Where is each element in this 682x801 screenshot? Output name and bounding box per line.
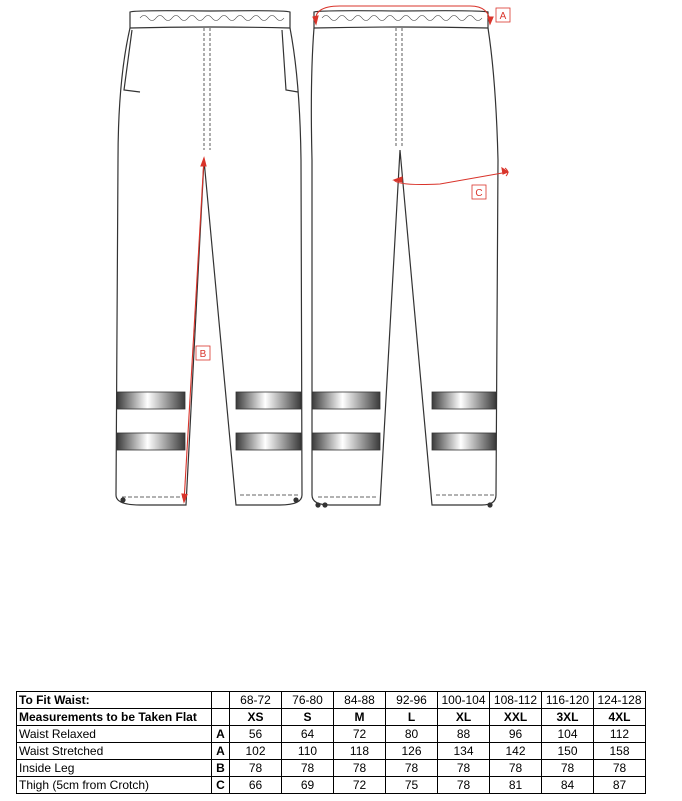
table-cell: 88 [438, 726, 490, 743]
table-cell: 96 [490, 726, 542, 743]
back-view-trousers [311, 11, 498, 507]
table-cell: 104 [542, 726, 594, 743]
table-cell: 69 [282, 777, 334, 794]
measure-c-label: C [475, 188, 483, 199]
front-waistband [130, 11, 290, 28]
front-view-trousers [116, 11, 302, 505]
table-cell: 142 [490, 743, 542, 760]
measure-a-line [316, 6, 491, 24]
table-cell: 78 [334, 760, 386, 777]
front-left-tape-upper [117, 392, 185, 409]
table-row-waist-stretched [17, 743, 646, 760]
table-cell: 118 [334, 743, 386, 760]
back-left-tape-upper [312, 392, 380, 409]
front-left-hem-button [121, 498, 125, 502]
front-right-hem-button [294, 498, 298, 502]
table-cell: 150 [542, 743, 594, 760]
size-chart-table [16, 691, 646, 794]
measure-a-label: A [499, 11, 507, 22]
front-right-tape-upper [236, 392, 301, 409]
table-cell: 126 [386, 743, 438, 760]
table-cell: 78 [542, 760, 594, 777]
table-header-row-sizes [17, 709, 646, 726]
table-cell: 72 [334, 726, 386, 743]
table-row-inside-leg [17, 760, 646, 777]
row-code: B [212, 760, 230, 777]
table-row-waist-relaxed [17, 726, 646, 743]
back-right-tape-lower [432, 433, 496, 450]
table-row-thigh [17, 777, 646, 794]
waist-range-cell: 100-104 [438, 692, 490, 709]
size-cell: XL [438, 709, 490, 726]
front-left-pocket [124, 30, 140, 92]
header-code-empty [212, 709, 230, 726]
table-cell: 110 [282, 743, 334, 760]
row-code: A [212, 743, 230, 760]
table-cell: 78 [230, 760, 282, 777]
row-label: Waist Relaxed [17, 726, 212, 743]
row-label: Thigh (5cm from Crotch) [17, 777, 212, 794]
table-cell: 78 [438, 777, 490, 794]
table-cell: 78 [594, 760, 646, 777]
size-cell: 3XL [542, 709, 594, 726]
waist-range-cell: 92-96 [386, 692, 438, 709]
row-code: C [212, 777, 230, 794]
measure-b-line [184, 158, 204, 502]
waist-range-cell: 116-120 [542, 692, 594, 709]
table-cell: 80 [386, 726, 438, 743]
front-waistband-elastic [140, 16, 284, 21]
table-cell: 78 [386, 760, 438, 777]
back-right-tape-upper [432, 392, 496, 409]
table-cell: 78 [490, 760, 542, 777]
measure-b-arrow-top [201, 158, 206, 166]
table-cell: 75 [386, 777, 438, 794]
table-cell: 102 [230, 743, 282, 760]
waist-range-cell: 84-88 [334, 692, 386, 709]
size-cell: 4XL [594, 709, 646, 726]
header-code-empty [212, 692, 230, 709]
size-cell: S [282, 709, 334, 726]
back-right-hem-button [488, 503, 492, 507]
front-left-tape-lower [117, 433, 185, 450]
table-cell: 81 [490, 777, 542, 794]
table-cell: 87 [594, 777, 646, 794]
table-cell: 112 [594, 726, 646, 743]
row-label: Waist Stretched [17, 743, 212, 760]
row-label: Inside Leg [17, 760, 212, 777]
size-cell: L [386, 709, 438, 726]
back-waistband-elastic [322, 16, 482, 21]
back-left-hem-button-2 [323, 503, 327, 507]
size-cell: M [334, 709, 386, 726]
measure-c [394, 168, 508, 185]
table-cell: 64 [282, 726, 334, 743]
size-cell: XXL [490, 709, 542, 726]
size-cell: XS [230, 709, 282, 726]
header-label-measurements: Measurements to be Taken Flat [17, 709, 212, 726]
table-header-row-waist [17, 692, 646, 709]
back-left-hem-button-1 [316, 503, 320, 507]
back-left-tape-lower [312, 433, 380, 450]
measure-a [313, 6, 493, 24]
front-reflective-tapes [117, 392, 301, 450]
table-cell: 158 [594, 743, 646, 760]
back-reflective-tapes [312, 392, 496, 450]
measure-a-arrow-right [488, 17, 493, 24]
waist-range-cell: 108-112 [490, 692, 542, 709]
measure-c-line [394, 172, 508, 185]
table-cell: 134 [438, 743, 490, 760]
waist-range-cell: 76-80 [282, 692, 334, 709]
front-right-tape-lower [236, 433, 301, 450]
table-cell: 56 [230, 726, 282, 743]
table-cell: 78 [438, 760, 490, 777]
table-cell: 66 [230, 777, 282, 794]
header-label-to-fit-waist: To Fit Waist: [17, 692, 212, 709]
row-code: A [212, 726, 230, 743]
table-cell: 72 [334, 777, 386, 794]
table-cell: 84 [542, 777, 594, 794]
waist-range-cell: 68-72 [230, 692, 282, 709]
table-cell: 78 [282, 760, 334, 777]
waist-range-cell: 124-128 [594, 692, 646, 709]
measure-b-label: B [199, 349, 207, 360]
measure-b [182, 158, 206, 502]
